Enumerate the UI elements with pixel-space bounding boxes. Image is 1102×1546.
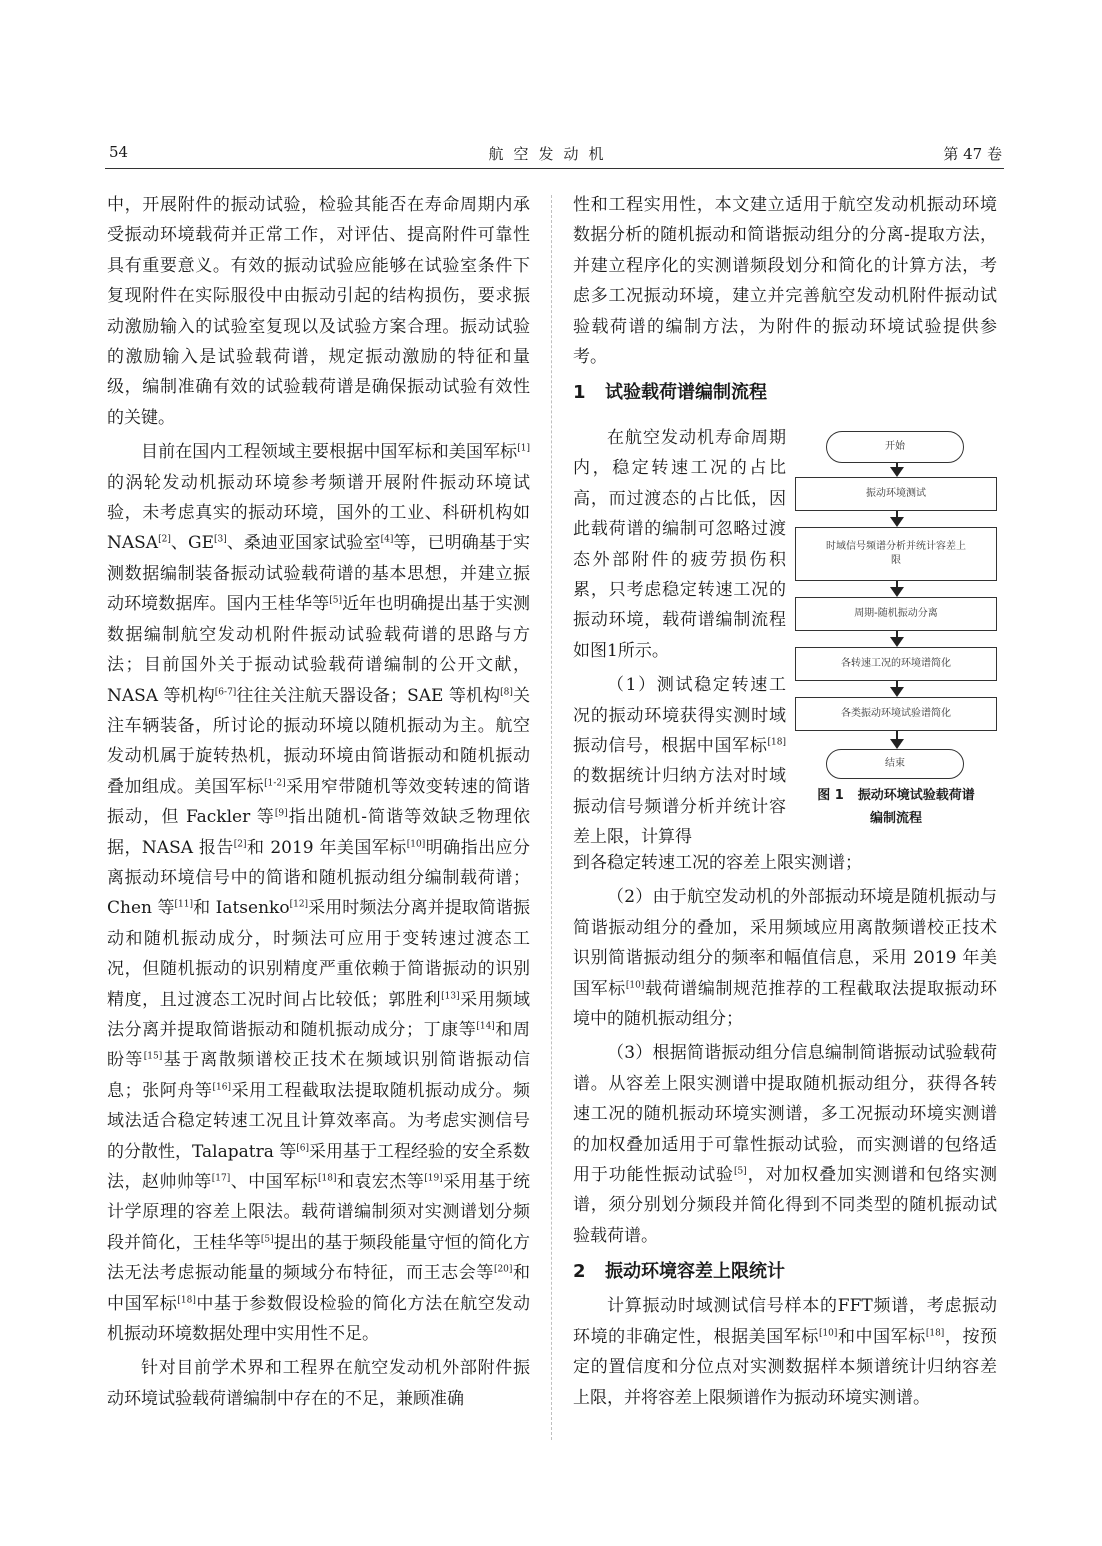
citation-marker: [6-7] (214, 686, 237, 697)
step-1-paragraph: （1）测试稳定转速工况的振动环境获得实测时域振动信号，根据中国军标[18]的数据统计归纳方法对时域振动信号频谱分析并统计容差上限，计算得 (573, 675, 786, 848)
citation-marker: [9] (274, 808, 288, 819)
flow-arrow-1 (892, 463, 902, 477)
flow-arrow-5 (892, 681, 902, 697)
flow-step-test-spec-simplify: 各类振动环境试验谱简化 (795, 697, 997, 731)
citation-marker: [20] (493, 1264, 513, 1275)
citation-marker: [4] (380, 534, 394, 545)
citation-marker: [1] (517, 443, 530, 454)
step-3-paragraph: （3）根据简谐振动组分信息编制简谐振动试验载荷谱。从容差上限实测谱中提取随机振动组分，获得各转速工况的随机振动环境实测谱，多工况振动环境实测谱的加权叠加适用于可靠性振动试验，而实测谱的包络适用于功能性振动试验[5]，对加权叠加实测谱和包络实测谱，须分别划分频段并简化得到不同类型的随机振动试验载荷谱。 (573, 1043, 998, 1246)
citation-marker: [10] (625, 979, 645, 990)
intro-continuation: 性和工程实用性，本文建立适用于航空发动机振动环境数据分析的随机振动和简谐振动组分的分离-提取方法，并建立程序化的实测谱频段划分和简化的计算方法，考虑多工况振动环境，建立并完善航空发动机附件振动试验载荷谱的编制方法，为附件的振动环境试验提供参考。 (573, 195, 997, 368)
section-2-title: 振动环境容差上限统计 (605, 1261, 785, 1283)
citation-marker: [18] (177, 1294, 196, 1305)
flow-arrow-2 (892, 511, 902, 527)
citation-marker: [13] (441, 990, 460, 1001)
flow-arrow-4 (892, 631, 902, 647)
header-rule (105, 168, 1004, 169)
section-2-paragraph: 计算振动时域测试信号样本的FFT频谱，考虑振动环境的非确定性，根据美国军标[10]和中国军标[18]，按预定的置信度和分位点对实测数据样本频谱统计归纳容差上限，并将容差上限频谱作为振动环境实测谱。 (573, 1296, 998, 1408)
citation-marker: [17] (211, 1173, 231, 1184)
left-paragraph-2: 目前在国内工程领域主要根据中国军标和美国军标[1]的涡轮发动机振动环境参考频谱开展附件振动环境试验，未考虑真实的振动环境，国外的工业、科研机构如NASA[2]、GE[3]、桑迪亚国家试验室[4]等，已明确基于实测数据编制装备振动试验载荷谱的基本思想，并建立振动环境数据库。国内王桂华等[5]近年也明确提出基于实测数据编制航空发动机附件振动试验载荷谱的思路与方法；目前国外关于振动试验载荷谱编制的公开文献，NASA 等机构[6-7]往往关注航天器设备；SAE 等机构[8]关注车辆装备，所讨论的振动环境以随机振动为主。航空发动机属于旋转热机，振动环境由简谐振动和随机振动叠加组成。美国军标[1-2]采用窄带随机等效变转速的简谐振动，但 Fackler 等[9]指出随机-简谐等效缺乏物理依据，NASA 报告[2]和 2019 年美国军标[10]明确指出应分离振动环境信号中的简谐和随机振动组分编制载荷谱；Chen 等[11]和 Iatsenko[12]采用时频法分离并提取简谐振动和随机振动成分，时频法可应用于变转速过渡态工况，但随机振动的识别精度严重依赖于简谐振动的识别精度，且过渡态工况时间占比较低；郭胜利[13]采用频域法分离并提取简谐振动和随机振动成分；丁康等[14]和周盼等[15]基于离散频谱校正技术在频域识别简谐振动信息；张阿舟等[16]采用工程截取法提取随机振动成分。频域法适合稳定转速工况且计算效率高。为考虑实测信号的分散性，Talapatra 等[6]采用基于工程经验的安全系数法，赵帅帅等[17]、中国军标[18]和袁宏杰等[19]采用基于统计学原理的容差上限法。载荷谱编制须对实测谱划分频段并简化，王桂华等[5]提出的基于频段能量守恒的简化方法无法考虑振动能量的频域分布特征，而王志会等[20]和中国军标[18]中基于参数假设检验的简化方法在航空发动机振动环境数据处理中实用性不足。 (107, 442, 531, 1345)
citation-marker: [2] (158, 534, 171, 545)
citation-marker: [18] (925, 1328, 945, 1339)
step-1-continuation: 到各稳定转速工况的容差上限实测谱； (573, 853, 862, 873)
flow-step-env-simplify: 各转速工况的环境谱简化 (795, 647, 997, 681)
left-paragraph-3: 针对目前学术界和工程界在航空发动机外部附件振动环境试验载荷谱编制中存在的不足，兼顾准确 (107, 1358, 530, 1409)
volume-label: 第 47 卷 (943, 145, 1002, 163)
citation-marker: [8] (500, 686, 513, 697)
citation-marker: [10] (406, 838, 426, 849)
section-1-heading (573, 378, 997, 408)
flow-end: 结束 (826, 749, 964, 779)
citation-marker: [2] (233, 838, 247, 849)
citation-marker: [15] (143, 1051, 163, 1062)
citation-marker: [5] (329, 595, 342, 606)
figure-1-caption-line-1: 振动环境试验载荷谱 (857, 788, 975, 803)
citation-marker: [16] (212, 1082, 232, 1093)
citation-marker: [12] (289, 899, 309, 910)
citation-marker: [1-2] (264, 778, 286, 789)
step-2-paragraph: （2）由于航空发动机的外部振动环境是随机振动与简谐振动组分的叠加，采用频域应用离散频谱校正技术识别简谐振动组分的频率和幅值信息，采用 2019 年美国军标[10]载荷谱编制规范推荐的工程截取法提取振动环境中的随机振动组分； (573, 887, 998, 1030)
figure-1-caption-line-2: 编制流程 (869, 811, 922, 826)
right-column-bottom (573, 848, 997, 1417)
citation-marker: [5] (733, 1166, 747, 1177)
citation-marker: [6] (296, 1142, 309, 1153)
left-column (107, 190, 530, 1418)
citation-marker: [19] (424, 1173, 443, 1184)
left-paragraph-1: 中，开展附件的振动试验，检验其能否在寿命周期内承受振动环境载荷并正常工作，对评估、提高附件可靠性具有重要意义。有效的振动试验应能够在试验室条件下复现附件在实际服役中由振动引起的结构损伤，要求振动激励输入的试验室复现以及试验方案合理。振动试验的激励输入是试验载荷谱，规定振动激励的特征和量级，编制准确有效的试验载荷谱是确保振动试验有效性的关键。 (107, 195, 530, 428)
section-1-paragraph: 在航空发动机寿命周期内，稳定转速工况的占比高，而过渡态的占比低，因此载荷谱的编制可忽略过渡态外部附件的疲劳损伤积累，只考虑稳定转速工况的振动环境，载荷谱编制流程如图1所示。 (573, 428, 786, 661)
citation-marker: [5] (260, 1234, 274, 1245)
section-1-number: 1 (573, 382, 586, 404)
section-2-heading (573, 1257, 997, 1287)
flow-step-vibration-test: 振动环境测试 (795, 477, 997, 511)
figure-1-caption (795, 784, 997, 830)
citation-marker: [11] (174, 899, 193, 910)
flow-arrow-6 (892, 731, 902, 749)
column-divider (551, 195, 552, 1440)
citation-marker: [18] (767, 737, 786, 748)
flow-start: 开始 (826, 431, 964, 463)
right-column-top (573, 190, 997, 412)
flow-step-spectrum-analysis: 时域信号频谱分析并统计容差上限 (795, 527, 997, 581)
journal-title: 航空发动机 (488, 145, 614, 163)
section-1-title: 试验载荷谱编制流程 (605, 382, 767, 404)
figure-1-label: 图 1 (817, 788, 844, 803)
citation-marker: [18] (318, 1173, 337, 1184)
flow-arrow-3 (892, 581, 902, 597)
section-2-number: 2 (573, 1261, 586, 1283)
page-number: 54 (109, 143, 129, 161)
right-column-wrapped-text (573, 423, 786, 857)
citation-marker: [3] (214, 534, 227, 545)
citation-marker: [14] (476, 1021, 495, 1032)
flow-step-separation: 周期-随机振动分离 (795, 597, 997, 631)
citation-marker: [10] (818, 1328, 838, 1339)
